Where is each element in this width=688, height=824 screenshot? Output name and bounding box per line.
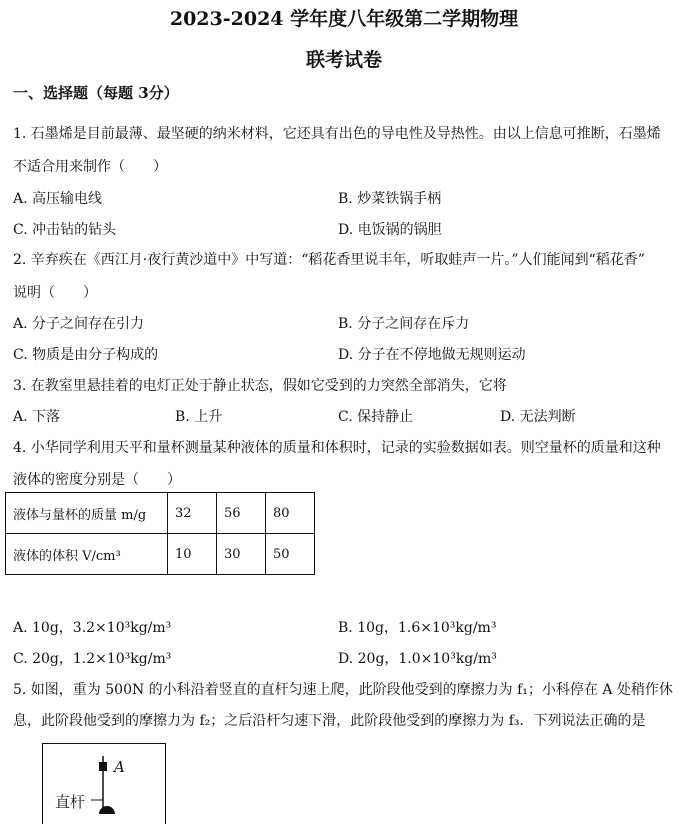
question-1-stem-line2: 不适合用来制作（ ）: [13, 159, 167, 175]
question-1-option-d: D. 电饭锅的锅胆: [338, 222, 442, 238]
climber-head: [99, 806, 115, 814]
question-2-stem-line1: 2. 辛弃疾在《西江月·夜行黄沙道中》中写道：“稻花香里说丰年，听取蛙声一片。”人们能闻到“稻花香”: [13, 252, 645, 268]
question-3-stem: 3. 在教室里悬挂着的电灯正处于静止状态，假如它受到的力突然全部消失，它将: [13, 378, 507, 394]
question-2-option-a: A. 分子之间存在引力: [13, 316, 145, 332]
table-cell: 50: [266, 534, 315, 575]
question-1-option-b: B. 炒菜铁锅手柄: [338, 191, 442, 207]
point-a-marker: [99, 762, 107, 771]
question-2-stem-line2: 说明（ ）: [13, 285, 97, 301]
question-5-figure: [42, 743, 166, 824]
question-1-option-c: C. 冲击钻的钻头: [13, 222, 117, 238]
table-row: [6, 493, 315, 534]
question-3-option-c: C. 保持静止: [338, 409, 414, 425]
question-4-option-a: A. 10g，3.2×10³kg/m³: [13, 620, 172, 636]
table-cell: 32: [168, 493, 217, 534]
rod-label: 直杆: [55, 793, 86, 811]
page-title: 2023-2024 学年度八年级第二学期物理: [169, 8, 519, 30]
data-table: [5, 492, 315, 575]
question-2-option-d: D. 分子在不停地做无规则运动: [338, 347, 526, 363]
table-cell: 10: [168, 534, 217, 575]
section-heading: 一、选择题（每题 3分）: [13, 84, 179, 102]
page-subtitle: 联考试卷: [305, 49, 382, 71]
question-5-stem-line2: 息，此阶段他受到的摩擦力为 f₂；之后沿杆匀速下滑，此阶段他受到的摩擦力为 f₃．下列说法正确的是: [13, 713, 646, 729]
table-row-label: 液体的体积 V/cm³: [6, 534, 168, 575]
question-4-option-b: B. 10g，1.6×10³kg/m³: [338, 620, 497, 636]
question-2-option-b: B. 分子之间存在斥力: [338, 316, 470, 332]
question-1-option-a: A. 高压输电线: [13, 191, 103, 207]
table-row-label: 液体与量杯的质量 m/g: [6, 493, 168, 534]
table-cell: 56: [217, 493, 266, 534]
question-4-stem-line1: 4. 小华同学利用天平和量杯测量某种液体的质量和体积时，记录的实验数据如表。则空量杯的质量和这种: [13, 440, 661, 456]
question-2-option-c: C. 物质是由分子构成的: [13, 347, 159, 363]
question-4-option-c: C. 20g，1.2×10³kg/m³: [13, 651, 172, 667]
question-1-stem-line1: 1. 石墨烯是目前最薄、最坚硬的纳米材料，它还具有出色的导电性及导热性。由以上信息可推断，石墨烯: [13, 126, 661, 142]
question-4-stem-line2: 液体的密度分别是（ ）: [13, 472, 181, 488]
table-cell: 30: [217, 534, 266, 575]
table-row: [6, 534, 315, 575]
table-cell: 80: [266, 493, 315, 534]
question-5-stem-line1: 5. 如图，重为 500N 的小科沿着竖直的直杆匀速上爬，此阶段他受到的摩擦力为 f₁；小科停在 A 处稍作休: [13, 682, 673, 698]
question-3-option-d: D. 无法判断: [500, 409, 576, 425]
point-a-label: A: [114, 758, 125, 776]
question-3-option-b: B. 上升: [175, 409, 223, 425]
question-4-option-d: D. 20g，1.0×10³kg/m³: [338, 651, 497, 667]
question-3-option-a: A. 下落: [13, 409, 61, 425]
